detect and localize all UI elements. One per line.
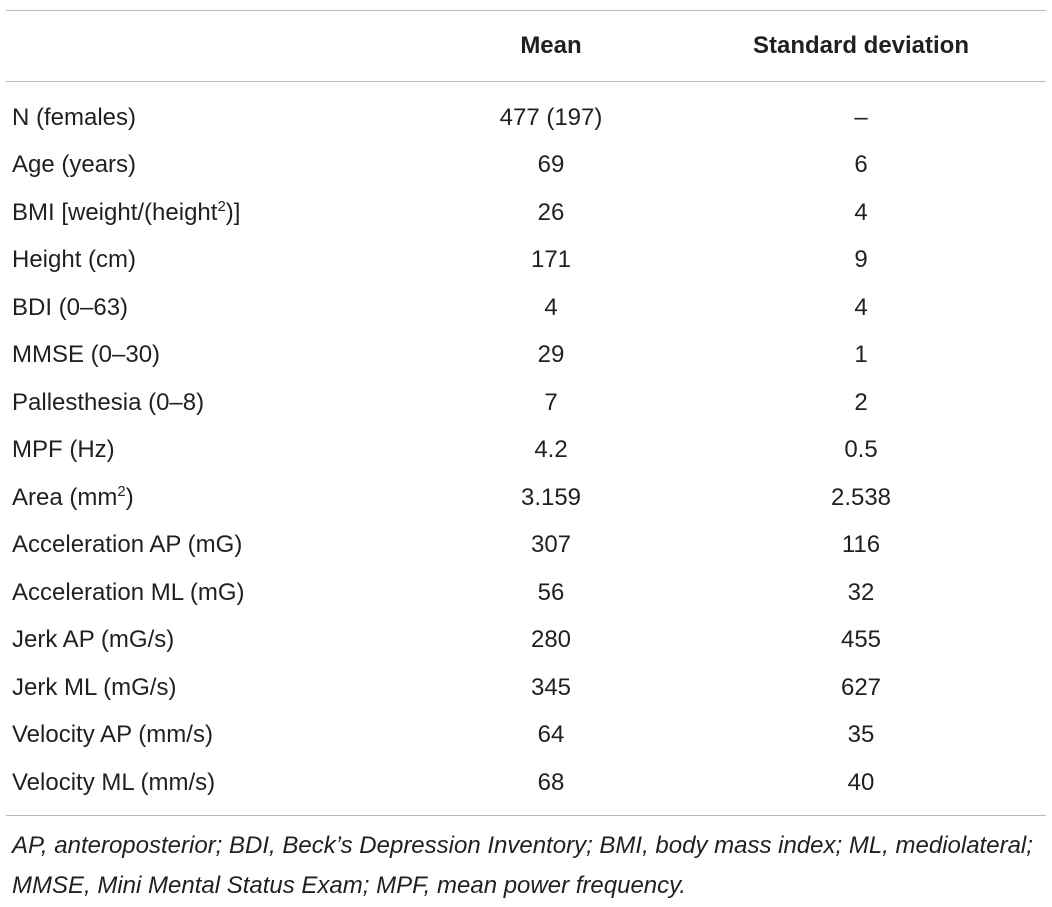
row-label [6, 82, 426, 142]
row-mean: 56 [537, 578, 565, 606]
row-label [6, 759, 426, 815]
data-table-container [0, 10, 1052, 906]
row-label-text: MPF (Hz) [12, 436, 115, 464]
row-mean: 68 [537, 768, 565, 796]
row-label-tail: )] [225, 198, 241, 226]
table-row [6, 474, 1046, 522]
row-standard-deviation: 32 [847, 578, 875, 606]
row-label [6, 569, 426, 617]
row-label [6, 284, 426, 332]
table-row [6, 284, 1046, 332]
header-row [6, 11, 1046, 81]
table-footnote: AP, anteroposterior; BDI, Beck’s Depression Inventory; BMI, body mass index; ML, mediolateral; MMSE, Mini Mental Status Exam; MPF, mean power frequency. [12, 831, 1033, 899]
row-standard-deviation: 455 [840, 626, 882, 654]
table-row [6, 379, 1046, 427]
row-standard-deviation: 2 [854, 388, 868, 416]
row-standard-deviation: 2.538 [830, 483, 892, 511]
row-label [6, 379, 426, 427]
row-mean: 64 [537, 721, 565, 749]
row-mean: 29 [537, 341, 565, 369]
table-row [6, 82, 1046, 142]
statistics-table-body [6, 82, 1046, 815]
row-standard-deviation: 0.5 [844, 436, 878, 464]
row-standard-deviation: – [854, 103, 868, 131]
row-standard-deviation: 116 [841, 531, 881, 559]
row-mean: 69 [537, 151, 565, 179]
header-label [6, 11, 426, 81]
table-row [6, 569, 1046, 617]
row-standard-deviation: 627 [840, 673, 882, 701]
table-row [6, 332, 1046, 380]
row-label [6, 332, 426, 380]
row-label-text: Jerk AP (mG/s) [12, 626, 175, 654]
row-label [6, 664, 426, 712]
row-label [6, 189, 426, 237]
row-label-text: Acceleration AP (mG) [12, 531, 243, 559]
row-mean: 4 [544, 293, 558, 321]
row-mean: 3.159 [520, 483, 582, 511]
table-row [6, 617, 1046, 665]
table-row [6, 237, 1046, 285]
row-label-text: Age (years) [12, 151, 137, 179]
row-mean: 4.2 [534, 436, 568, 464]
row-standard-deviation: 40 [847, 768, 875, 796]
row-label-tail: ) [125, 483, 134, 511]
row-standard-deviation: 4 [854, 293, 868, 321]
table-row [6, 664, 1046, 712]
row-standard-deviation: 4 [854, 198, 868, 226]
row-label [6, 142, 426, 190]
table-body [6, 82, 1046, 815]
row-label [6, 237, 426, 285]
row-label-text: Velocity AP (mm/s) [12, 721, 213, 749]
row-label [6, 427, 426, 475]
row-mean: 477 (197) [499, 103, 603, 131]
row-mean: 26 [537, 198, 565, 226]
row-standard-deviation: 35 [847, 721, 875, 749]
row-standard-deviation: 9 [854, 246, 868, 274]
row-label-text: BDI (0–63) [12, 293, 129, 321]
table-row [6, 189, 1046, 237]
row-label [6, 474, 426, 522]
table-row [6, 759, 1046, 815]
table-header [6, 11, 1046, 81]
row-label-text: Acceleration ML (mG) [12, 578, 245, 606]
row-mean: 345 [530, 673, 572, 701]
row-label-text: Jerk ML (mG/s) [12, 673, 177, 701]
row-standard-deviation: 1 [854, 341, 868, 369]
row-standard-deviation: 6 [854, 151, 868, 179]
table-row [6, 712, 1046, 760]
row-label-text: Pallesthesia (0–8) [12, 388, 205, 416]
row-label-text: Height (cm) [12, 246, 137, 274]
row-label-text: MMSE (0–30) [12, 341, 161, 369]
row-label-text: N (females) [12, 103, 137, 131]
row-label [6, 617, 426, 665]
row-label-superscript: 2 [117, 482, 126, 500]
row-mean: 7 [544, 388, 558, 416]
row-label-superscript: 2 [217, 197, 226, 215]
row-label [6, 712, 426, 760]
statistics-table [6, 11, 1046, 81]
row-label-text: Velocity ML (mm/s) [12, 768, 216, 796]
table-row [6, 522, 1046, 570]
row-mean: 171 [530, 246, 572, 274]
row-label [6, 522, 426, 570]
row-mean: 280 [530, 626, 572, 654]
header-standard-deviation: Standard deviation [752, 32, 970, 59]
row-label-text: Area (mm [12, 483, 118, 511]
table-row [6, 427, 1046, 475]
table-row [6, 142, 1046, 190]
row-label-text: BMI [weight/(height [12, 198, 218, 226]
header-mean: Mean [520, 32, 582, 59]
row-mean: 307 [530, 531, 572, 559]
